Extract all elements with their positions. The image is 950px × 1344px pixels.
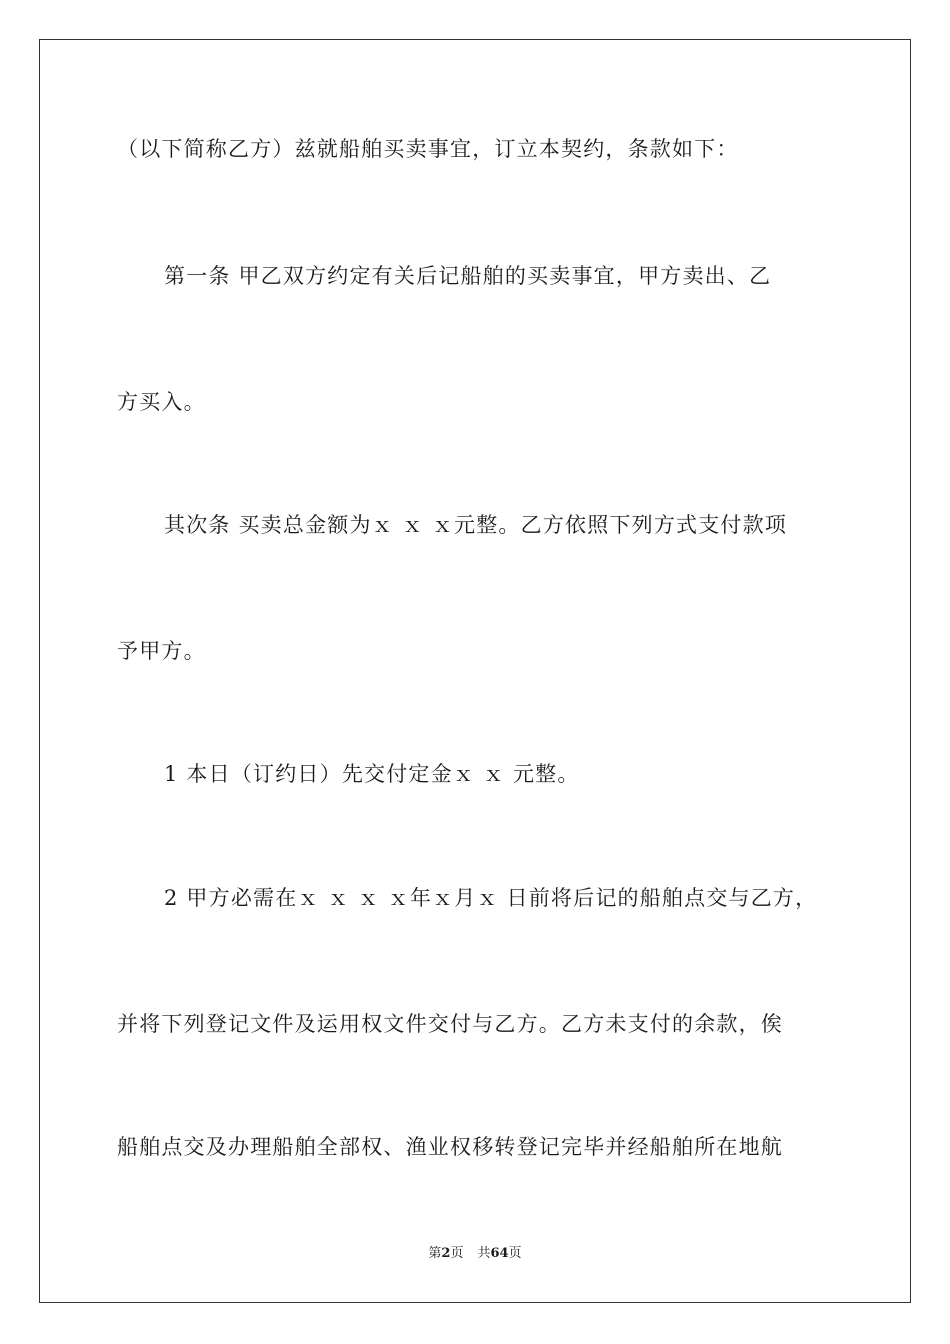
- page-footer: [0, 1244, 950, 1264]
- text-line-2: 第一条 甲乙双方约定有关后记船舶的买卖事宜，甲方卖出、乙: [164, 264, 772, 288]
- footer-total-suffix: 页: [508, 1246, 522, 1261]
- footer-page-number: 2: [441, 1246, 451, 1261]
- footer-total-prefix: 共: [477, 1246, 491, 1261]
- text-line-1: （以下简称乙方）兹就船舶买卖事宜，订立本契约，条款如下：: [117, 137, 739, 161]
- text-line-3: 方买入。: [117, 390, 206, 414]
- text-line-7: 2 甲方必需在ｘ ｘ ｘ ｘ年ｘ月ｘ 日前将后记的船舶点交与乙方，: [164, 886, 818, 910]
- page-border: [39, 39, 911, 1303]
- text-line-6: 1 本日（订约日）先交付定金ｘ ｘ 元整。: [164, 762, 580, 786]
- text-line-4: 其次条 买卖总金额为ｘ ｘ ｘ元整。乙方依照下列方式支付款项: [164, 513, 788, 537]
- footer-page-suffix: 页: [450, 1246, 464, 1261]
- footer-total-pages: 64: [490, 1246, 509, 1261]
- text-line-9: 船舶点交及办理船舶全部权、渔业权移转登记完毕并经船舶所在地航: [117, 1135, 783, 1159]
- text-line-5: 予甲方。: [117, 639, 206, 663]
- text-line-8: 并将下列登记文件及运用权文件交付与乙方。乙方未支付的余款，俟: [117, 1012, 783, 1036]
- footer-page-prefix: 第: [428, 1246, 442, 1261]
